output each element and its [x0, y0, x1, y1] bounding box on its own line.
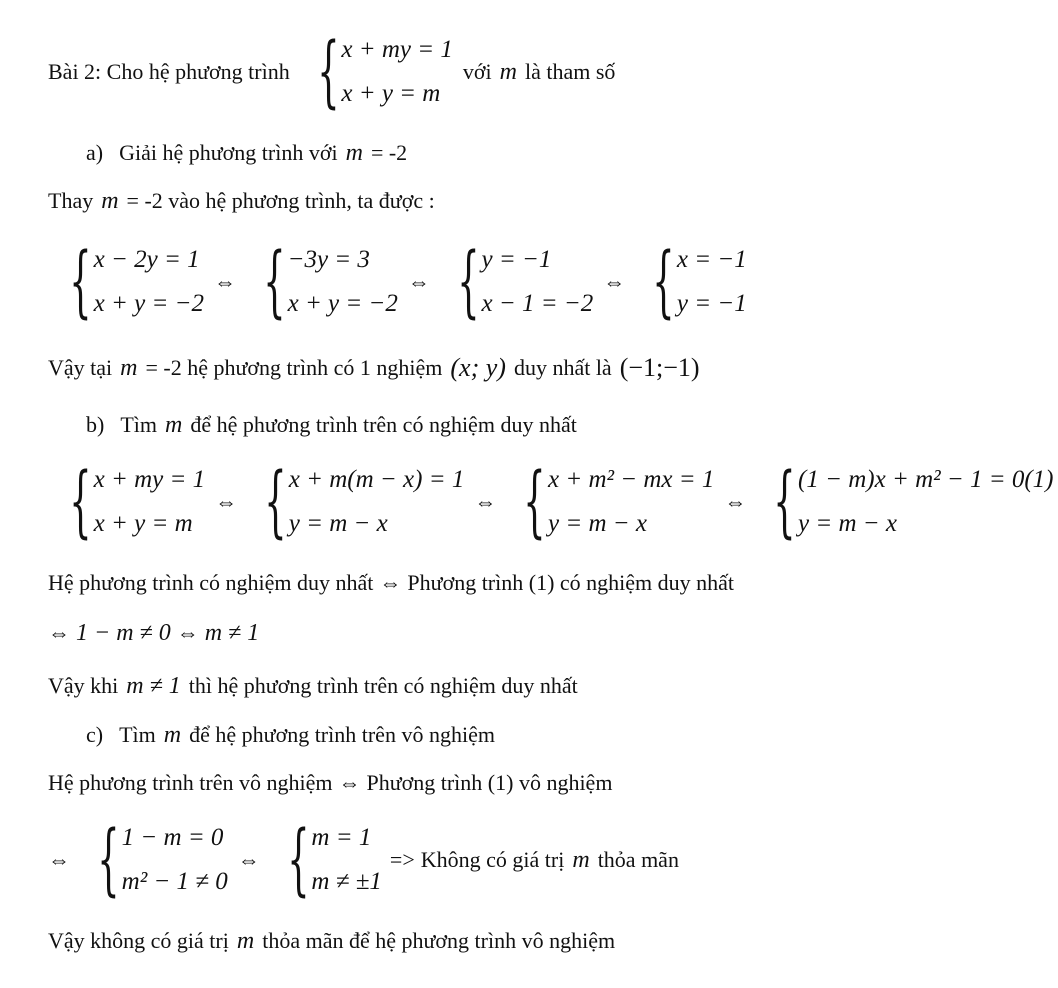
- problem-statement: Bài 2: Cho hệ phương trình { x + my = 1 x + y = m với m là tham số: [48, 27, 616, 117]
- problem-system: { x + my = 1 x + y = m: [317, 27, 453, 117]
- part-a-step-1: { x − 2y = 1 x + y = −2: [69, 237, 204, 327]
- part-a-solution-steps: [48, 237, 751, 327]
- problem-eq-1: x + my = 1: [341, 36, 453, 63]
- part-c-heading: c) Tìm m để hệ phương trình trên vô nghiệm: [86, 721, 495, 748]
- part-b-heading: b) Tìm m để hệ phương trình trên có nghiệm duy nhất: [86, 411, 577, 438]
- equivalence-icon: ⇔: [603, 269, 626, 294]
- problem-title: Bài 2: Cho hệ phương trình: [48, 59, 290, 84]
- equivalence-icon: ⇔: [407, 269, 430, 294]
- part-b-step-3: { x + m² − mx = 1 y = m − x: [523, 457, 715, 547]
- equivalence-icon: ⇔: [379, 570, 402, 595]
- part-a-step-2: { −3y = 3 x + y = −2: [263, 237, 398, 327]
- equivalence-icon: ⇔: [724, 489, 747, 514]
- part-c-system-1: { 1 − m = 0 m² − 1 ≠ 0: [97, 815, 228, 905]
- part-c-conclusion: Vậy không có giá trị m thỏa mãn để hệ phương trình vô nghiệm: [48, 927, 616, 954]
- part-a-step-4: { x = −1 y = −1: [652, 237, 747, 327]
- equivalence-icon: ⇔: [213, 269, 236, 294]
- part-a-step-3: { y = −1 x − 1 = −2: [457, 237, 594, 327]
- equivalence-icon: ⇔: [338, 770, 361, 795]
- part-c-condition-line: Hệ phương trình trên vô nghiệm ⇔ Phương trình (1) vô nghiệm: [48, 770, 613, 795]
- equivalence-icon: ⇔: [474, 489, 497, 514]
- part-b-step-2: { x + m(m − x) = 1 y = m − x: [264, 457, 465, 547]
- part-b-step-4: { (1 − m)x + m² − 1 = 0(1) y = m − x: [773, 457, 1054, 547]
- part-b-solution-steps: [48, 457, 1058, 547]
- part-a-heading: a) Giải hệ phương trình với m = -2: [86, 139, 408, 166]
- equivalence-icon: ⇔: [237, 847, 260, 872]
- part-b-step-1: { x + my = 1 x + y = m: [69, 457, 206, 547]
- equivalence-icon: ⇔: [176, 620, 199, 645]
- equivalence-icon: ⇔: [48, 620, 70, 645]
- problem-eq-2: x + y = m: [341, 80, 441, 107]
- part-b-conclusion: Vậy khi m ≠ 1 thì hệ phương trình trên có nghiệm duy nhất: [48, 672, 578, 699]
- equivalence-icon: ⇔: [215, 489, 238, 514]
- part-c-system-2: { m = 1 m ≠ ±1: [287, 815, 382, 905]
- implies-arrow: =>: [389, 847, 415, 872]
- part-c-solution-steps: ⇔ { 1 − m = 0 m² − 1 ≠ 0 ⇔ { m = 1 m ≠ ±1 => Không có giá trị m thỏa mãn: [48, 815, 679, 905]
- part-a-conclusion: Vậy tại m = -2 hệ phương trình có 1 nghiệm (x; y) duy nhất là (−1;−1): [48, 353, 700, 382]
- part-b-inequality: ⇔ 1 − m ≠ 0 ⇔ m ≠ 1: [48, 619, 260, 646]
- part-b-condition-line: Hệ phương trình có nghiệm duy nhất ⇔ Phương trình (1) có nghiệm duy nhất: [48, 570, 735, 595]
- part-a-substitution: Thay m = -2 vào hệ phương trình, ta được :: [48, 187, 435, 214]
- equivalence-icon: ⇔: [48, 847, 70, 872]
